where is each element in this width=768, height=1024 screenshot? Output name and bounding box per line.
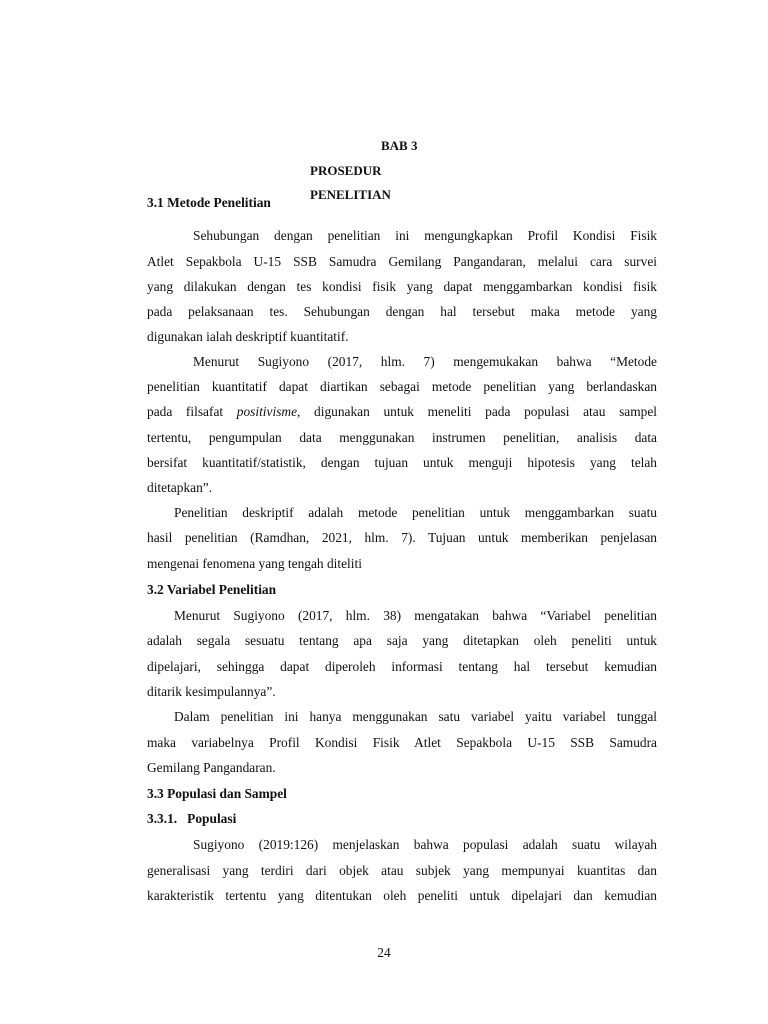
paragraph-line: Menurut Sugiyono (2017, hlm. 38) mengatakan bahwa “Variabel penelitian	[174, 608, 657, 623]
paragraph-line: generalisasi yang terdiri dari objek atau subjek yang mempunyai kuantitas dan	[147, 863, 657, 878]
section-3-3-heading: 3.3 Populasi dan Sampel	[147, 786, 287, 801]
paragraph-line: tertentu, pengumpulan data menggunakan instrumen penelitian, analisis data	[147, 430, 657, 445]
paragraph-line: yang dilakukan dengan tes kondisi fisik yang dapat menggambarkan kondisi fisik	[147, 279, 657, 294]
paragraph-line: Dalam penelitian ini hanya menggunakan satu variabel yaitu variabel tunggal	[174, 709, 657, 724]
paragraph-line: Gemilang Pangandaran.	[147, 760, 276, 775]
paragraph-line: ditetapkan”.	[147, 480, 213, 495]
paragraph-line: adalah segala sesuatu tentang apa saja yang ditetapkan oleh peneliti untuk	[147, 633, 657, 648]
paragraph-line: Sugiyono (2019:126) menjelaskan bahwa populasi adalah suatu wilayah	[193, 837, 657, 852]
italic-term: positivisme	[236, 404, 298, 419]
text-segment: , digunakan untuk meneliti pada populasi atau sampel	[297, 404, 657, 419]
chapter-title-line2: PENELITIAN	[310, 187, 391, 202]
section-3-1-heading: 3.1 Metode Penelitian	[147, 195, 271, 210]
paragraph-line: penelitian kuantitatif dapat diartikan sebagai metode penelitian yang berlandaskan	[147, 379, 657, 394]
page-number: 24	[377, 945, 391, 960]
paragraph-line: Atlet Sepakbola U-15 SSB Samudra Gemilang Pangandaran, melalui cara survei	[147, 254, 657, 269]
subsection-3-3-1-heading: 3.3.1. Populasi	[147, 811, 237, 826]
section-3-2-heading: 3.2 Variabel Penelitian	[147, 582, 277, 597]
paragraph-line: Sehubungan dengan penelitian ini mengungkapkan Profil Kondisi Fisik	[193, 228, 657, 243]
paragraph-line: ditarik kesimpulannya”.	[147, 684, 276, 699]
paragraph-line: bersifat kuantitatif/statistik, dengan tujuan untuk menguji hipotesis yang telah	[147, 455, 657, 470]
chapter-number: BAB 3	[381, 138, 418, 153]
paragraph-line: dipelajari, sehingga dapat diperoleh informasi tentang hal tersebut kemudian	[147, 659, 657, 674]
paragraph-line: digunakan ialah deskriptif kuantitatif.	[147, 329, 349, 344]
paragraph-line: hasil penelitian (Ramdhan, 2021, hlm. 7). Tujuan untuk memberikan penjelasan	[147, 530, 657, 545]
chapter-title-line1: PROSEDUR	[310, 163, 382, 178]
paragraph-line: Menurut Sugiyono (2017, hlm. 7) mengemukakan bahwa “Metode	[193, 354, 657, 369]
paragraph-line-with-italic	[147, 403, 657, 420]
text-segment: pada filsafat	[147, 404, 237, 419]
paragraph-line: karakteristik tertentu yang ditentukan oleh peneliti untuk dipelajari dan kemudian	[147, 888, 657, 903]
paragraph-line: mengenai fenomena yang tengah diteliti	[147, 556, 362, 571]
paragraph-line: Penelitian deskriptif adalah metode penelitian untuk menggambarkan suatu	[174, 505, 657, 520]
paragraph-line: pada pelaksanaan tes. Sehubungan dengan hal tersebut maka metode yang	[147, 304, 657, 319]
paragraph-line: maka variabelnya Profil Kondisi Fisik Atlet Sepakbola U-15 SSB Samudra	[147, 735, 657, 750]
